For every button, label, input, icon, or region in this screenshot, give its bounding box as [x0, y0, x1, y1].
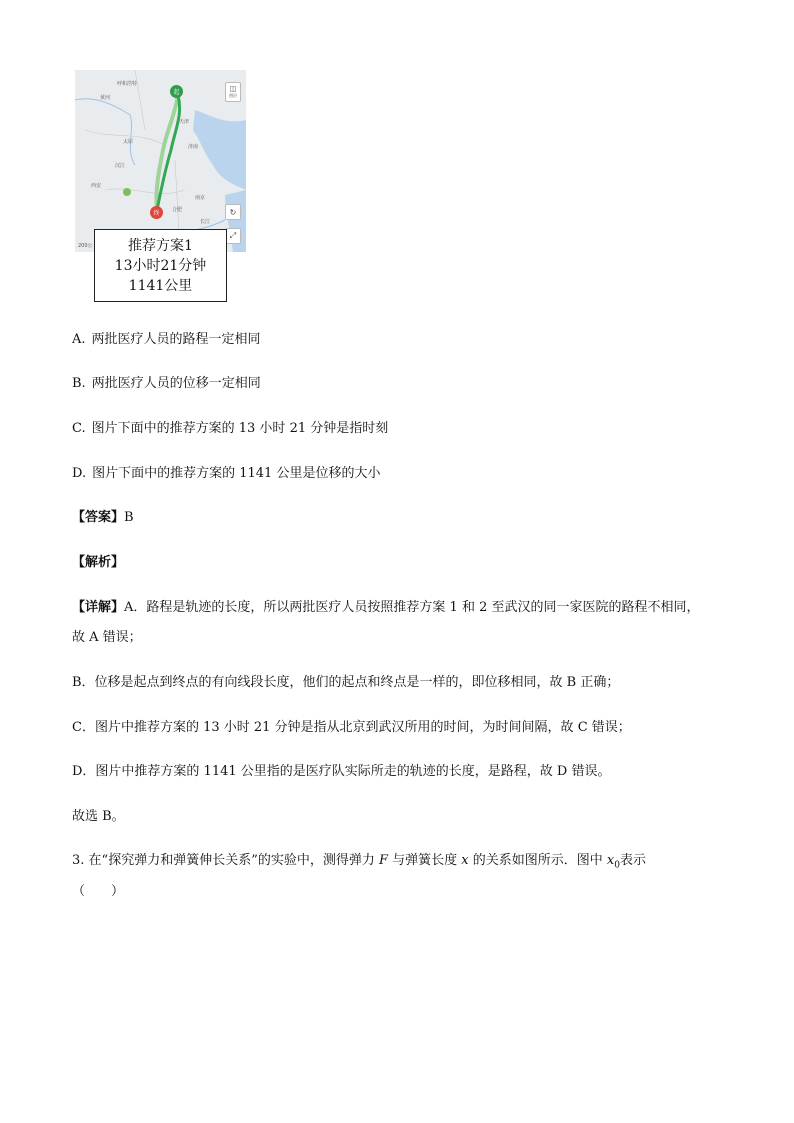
option-text: 图片下面中的推荐方案的 13 小时 21 分钟是指时刻 — [91, 421, 389, 436]
route-map — [75, 70, 246, 252]
refresh-button[interactable] — [225, 204, 241, 220]
detail-line-c — [72, 720, 631, 736]
refresh-icon: ↻ — [229, 207, 237, 217]
map-label: 济南 — [188, 144, 199, 150]
layers-button[interactable] — [225, 82, 241, 102]
question-text: 表示 — [619, 853, 646, 868]
answer-line — [72, 510, 134, 526]
option-c — [72, 421, 388, 437]
detail-d-text: D．图片中推荐方案的 1141 公里指的是医疗队实际所走的轨迹的长度，是路程，故 D 错误。 — [72, 764, 611, 779]
detail-a-text-cont: 故 A 错误； — [72, 630, 142, 645]
detail-tag: 【详解】 — [72, 600, 125, 615]
start-marker-icon — [170, 85, 183, 98]
subscript-zero: 0 — [614, 860, 620, 871]
map-label: 西安 — [91, 183, 102, 189]
fullscreen-button[interactable] — [225, 228, 241, 244]
layers-icon: ◫ — [229, 85, 237, 93]
option-b — [72, 376, 261, 392]
route-plan-name: 推荐方案1 — [128, 237, 193, 254]
conclusion-text: 故选 B。 — [72, 809, 125, 824]
option-text: 两批医疗人员的路程一定相同 — [91, 332, 261, 347]
detail-b-text: B．位移是起点到终点的有向线段长度，他们的起点和终点是一样的，即位移相同，故 B 正确； — [72, 675, 620, 690]
map-label: 太原 — [123, 139, 134, 145]
analysis-line — [72, 555, 124, 571]
question-text: 在“探究弹力和弹簧伸长关系”的实验中，测得弹力 — [88, 853, 379, 868]
question-text: 的关系如图所示．图中 — [468, 853, 607, 868]
option-text: 两批医疗人员的位移一定相同 — [91, 376, 261, 391]
end-marker-icon — [150, 206, 163, 219]
detail-line-a — [72, 600, 699, 616]
option-a — [72, 332, 261, 348]
detail-conclusion — [72, 809, 125, 825]
option-label: D. — [72, 466, 87, 481]
map-label: 合肥 — [172, 207, 183, 213]
answer-tag: 【答案】 — [72, 510, 125, 525]
map-label: 黄河 — [100, 95, 111, 101]
route-duration: 13小时21分钟 — [114, 257, 207, 274]
end-marker-label: 终 — [153, 210, 160, 217]
question-3 — [72, 853, 646, 874]
detail-line-b — [72, 675, 619, 691]
detail-line-a-cont — [72, 630, 142, 646]
layers-label: 图层 — [229, 93, 237, 98]
variable-x0: x — [606, 853, 615, 868]
option-label: B. — [72, 376, 86, 391]
map-label: 汉江 — [115, 163, 126, 169]
option-d — [72, 466, 380, 482]
route-recommendation-box — [94, 229, 227, 302]
answer-blank: （ ） — [72, 884, 125, 899]
question-text: 与弹簧长度 — [388, 853, 462, 868]
option-label: C. — [72, 421, 86, 436]
start-marker-label: 起 — [173, 89, 180, 96]
map-label: 长江 — [200, 219, 211, 225]
option-text: 图片下面中的推荐方案的 1141 公里是位移的大小 — [92, 466, 381, 481]
map-label: 呼和浩特 — [117, 81, 138, 87]
variable-x: x — [461, 853, 469, 868]
fullscreen-icon: ⤢ — [229, 231, 237, 240]
option-label: A. — [72, 332, 86, 347]
map-label: 天津 — [179, 119, 190, 125]
detail-c-text: C．图片中推荐方案的 13 小时 21 分钟是指从北京到武汉所用的时间，为时间间隔，故 C 错误； — [72, 720, 631, 735]
map-scale: 200公 — [78, 243, 93, 249]
analysis-tag: 【解析】 — [72, 555, 125, 570]
answer-value: B — [124, 510, 134, 525]
route-distance: 1141公里 — [128, 277, 193, 294]
question-3-paren — [72, 884, 124, 900]
question-number: 3. — [72, 853, 85, 868]
detail-a-text: A．路程是轨迹的长度，所以两批医疗人员按照推荐方案 1 和 2 至武汉的同一家医院的路程不相同， — [124, 600, 700, 615]
detail-line-d — [72, 764, 610, 780]
map-label: 南京 — [195, 195, 206, 201]
variable-f: F — [378, 853, 389, 868]
